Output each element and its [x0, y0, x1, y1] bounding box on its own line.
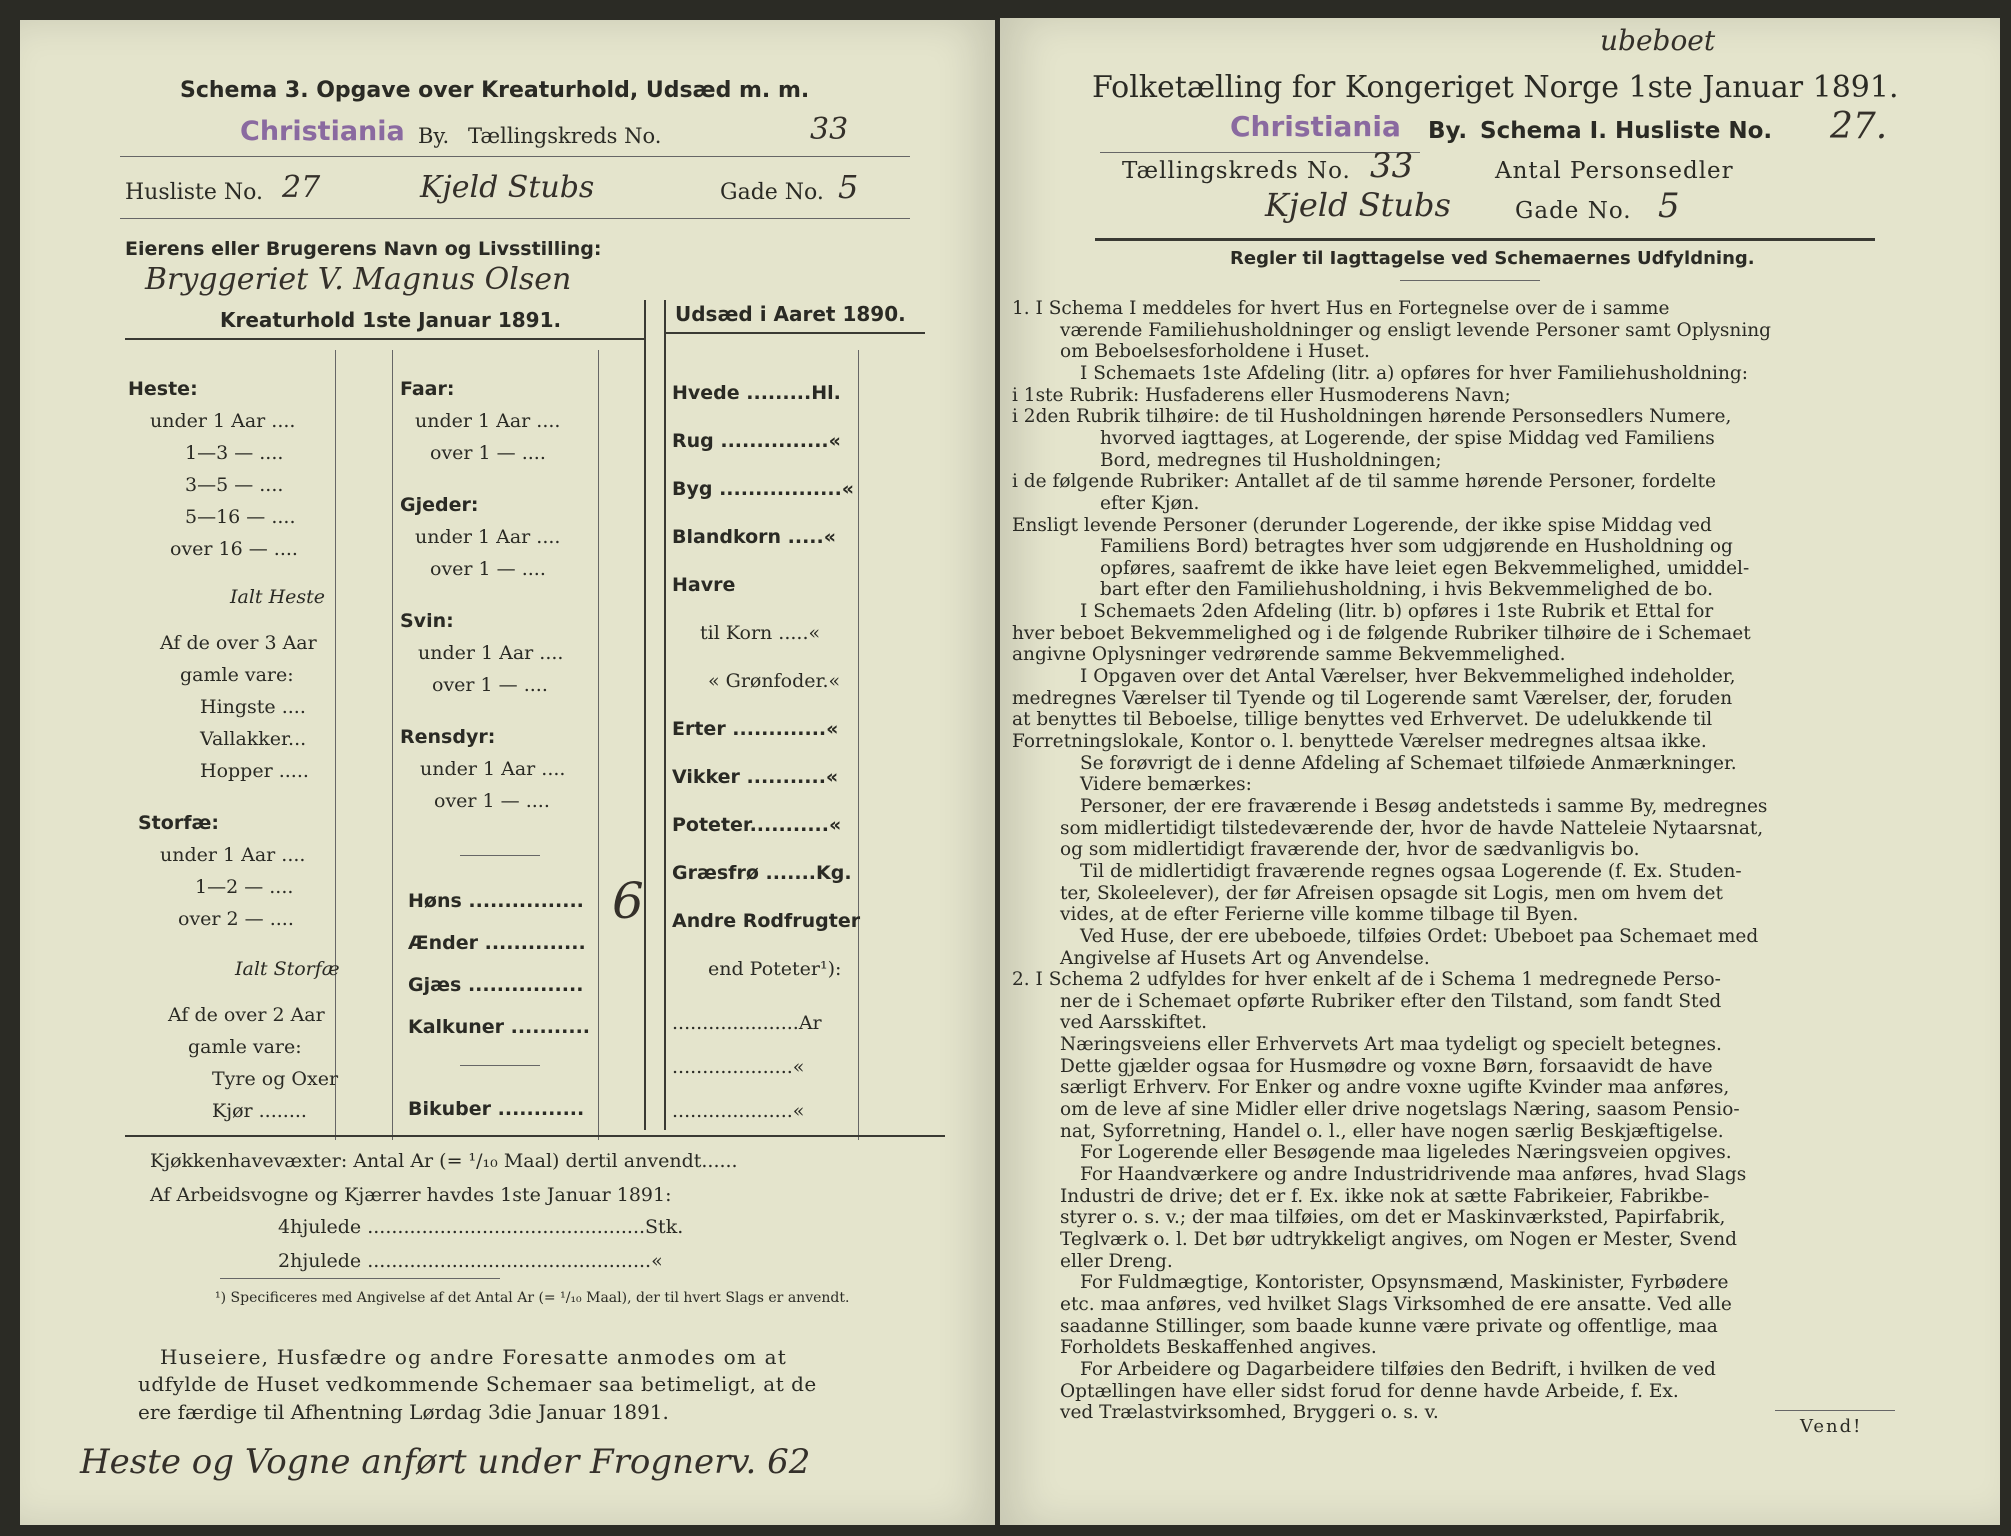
city-stamp: Christiania	[1230, 110, 1401, 143]
short-rule	[1775, 1410, 1895, 1411]
rule-line: etc. maa anføres, ved hvilket Slags Virksomhed de ere ansatte. Ved alle	[1060, 1293, 1732, 1315]
cell-label: over 1 — ....	[430, 442, 546, 464]
kreds-value: 33	[1370, 146, 1414, 186]
cell-poteter: Poteter...........«	[672, 814, 842, 836]
rule-line: ved Trælastvirksomhed, Bryggeri o. s. v.	[1060, 1402, 1439, 1424]
cell-label: Af de over 3 Aar	[160, 632, 317, 654]
notice-line: ere færdige til Afhentning Lørdag 3die Januar 1891.	[138, 1400, 669, 1424]
rule-line: I Opgaven over det Antal Værelser, hver Bekvemmelighed indeholder,	[1080, 666, 1736, 688]
livestock-header: Kreaturhold 1ste Januar 1891.	[220, 308, 562, 332]
notice-line: Huseiere, Husfædre og andre Foresatte anmodes om at	[160, 1345, 787, 1369]
cell-label: Vallakker...	[200, 728, 307, 750]
table-rule	[125, 1135, 945, 1137]
cell-svin: Svin:	[400, 610, 454, 632]
header-rule	[1095, 238, 1875, 241]
handwritten-note: Heste og Vogne anført under Frognerv. 62	[80, 1442, 811, 1482]
cell-vikker: Vikker ...........«	[672, 766, 839, 788]
cell-label: Ialt Heste	[230, 586, 326, 608]
cell-rensdyr: Rensdyr:	[400, 726, 496, 748]
cell-label: under 1 Aar ....	[150, 410, 296, 432]
rule-line: om Beboelsesforholdene i Huset.	[1060, 341, 1370, 363]
cell-label: 5—16 — ....	[185, 506, 296, 528]
cell-graesfro: Græsfrø .......Kg.	[672, 862, 852, 884]
rule-line: Dette gjælder ogsaa for Husmødre og voxne Børn, forsaavidt de have	[1060, 1055, 1713, 1077]
column-divider	[392, 350, 393, 1140]
cell-aender: Ænder ..............	[408, 932, 586, 954]
cell-label: under 1 Aar ....	[420, 758, 566, 780]
cell-label: Hingste ....	[200, 696, 306, 718]
column-divider	[644, 300, 646, 1130]
cell-label: under 1 Aar ....	[415, 526, 561, 548]
cell-kalkuner: Kalkuner ...........	[408, 1016, 591, 1038]
kreds-label: Tællingskreds No.	[468, 124, 662, 148]
short-rule	[460, 855, 540, 856]
cell-gjaes: Gjæs ................	[408, 974, 584, 996]
rule-line: eller Dreng.	[1060, 1250, 1173, 1272]
husliste-value: 27.	[1830, 106, 1888, 147]
cell-label: « Grønfoder.«	[708, 670, 841, 692]
wagons-line: Af Arbeidsvogne og Kjærrer havdes 1ste Januar 1891:	[150, 1184, 672, 1206]
table-rule	[125, 338, 645, 340]
cell-label: Ialt Storfæ	[235, 958, 340, 980]
rule-line: I Schemaets 2den Afdeling (litr. b) opføres i 1ste Rubrik et Ettal for	[1080, 601, 1714, 623]
cell-storfae: Storfæ:	[138, 812, 219, 834]
cell-label: Hopper .....	[200, 760, 309, 782]
cell-label: over 1 — ....	[432, 674, 548, 696]
rule-line: nat, Syforretning, Handel o. l., eller have nogen særlig Beskjæftigelse.	[1060, 1120, 1724, 1142]
street-value: Kjeld Stubs	[420, 170, 595, 205]
short-rule	[220, 1278, 500, 1279]
rule-line: Ved Huse, der ere ubeboede, tilføies Ordet: Ubeboet paa Schemaet med	[1080, 925, 1759, 947]
cell-blandkorn: Blandkorn .....«	[672, 526, 836, 548]
rule-line: Teglværk o. l. Det bør udtrykkeligt angives, om Nogen er Mester, Svend	[1060, 1228, 1737, 1250]
cell-rodfrugter: Andre Rodfrugter	[672, 910, 861, 932]
by-label: By.	[1428, 118, 1468, 144]
rule-line: Ensligt levende Personer (derunder Logerende, der ikke spise Middag ved	[1012, 514, 1712, 536]
rule-line: For Fuldmægtige, Kontorister, Opsynsmænd, Maskinister, Fyrbødere	[1080, 1272, 1729, 1294]
cell-byg: Byg .................«	[672, 478, 855, 500]
cell-hvede: Hvede .........Hl.	[672, 382, 841, 404]
left-page	[20, 20, 995, 1525]
rule-line: efter Kjøn.	[1100, 492, 1200, 514]
rule-line: at benyttes til Beboelse, tillige benyttes ved Erhvervet. De udelukkende til	[1012, 709, 1713, 731]
gade-label: Gade No.	[1515, 198, 1632, 224]
rule-line: Familiens Bord) betragtes hver som udgjørende en Husholdning og	[1100, 536, 1733, 558]
rule-line: saadanne Stillinger, som baade kunne være private og offentlige, maa	[1060, 1315, 1718, 1337]
footnote: ¹) Specificeres med Angivelse af det Antal Ar (= ¹/₁₀ Maal), der til hvert Slags er anvendt.	[215, 1290, 850, 1306]
rule-line: bart efter den Familiehusholdning, i hvis Bekvemmelighed de bo.	[1100, 579, 1713, 601]
rule-line: i 2den Rubrik tilhøire: de til Husholdningen hørende Personsedlers Numere,	[1012, 406, 1732, 428]
rule-line: 1. I Schema I meddeles for hvert Hus en Fortegnelse over de i samme	[1012, 298, 1670, 319]
short-rule	[460, 1065, 540, 1066]
cell-label: over 1 — ....	[434, 790, 550, 812]
schema-label: Schema I. Husliste No.	[1480, 118, 1773, 144]
ubeboet-annotation: ubeboet	[1600, 24, 1716, 57]
cell-label: over 1 — ....	[430, 558, 546, 580]
cell-label: over 16 — ....	[170, 538, 298, 560]
cell-label: ....................«	[672, 1056, 805, 1078]
rule-line: i 1ste Rubrik: Husfaderens eller Husmoderens Navn;	[1012, 384, 1511, 406]
cell-bikuber: Bikuber ............	[408, 1098, 585, 1120]
rule-line: I Schemaets 1ste Afdeling (litr. a) opføres for hver Familiehusholdning:	[1080, 362, 1748, 384]
cell-label: Af de over 2 Aar	[168, 1004, 325, 1026]
rule-line: medregnes Værelser til Tyende og til Logerende samt Værelser, der, foruden	[1012, 687, 1733, 709]
cell-label: under 1 Aar ....	[160, 844, 306, 866]
cell-label: .....................Ar	[672, 1012, 822, 1034]
wagon-4-line: 4hjulede ..............................................Stk.	[278, 1216, 684, 1238]
gade-label: Gade No.	[720, 180, 824, 205]
rule-line: særligt Erhverv. For Enker og andre voxne ugifte Kvinder maa anføres,	[1060, 1077, 1730, 1099]
husliste-label: Husliste No.	[125, 180, 263, 205]
rule-line: Forretningslokale, Kontor o. l. benyttede Værelser medregnes altsaa ikke.	[1012, 731, 1707, 752]
street-value: Kjeld Stubs	[1265, 186, 1451, 224]
rule-line: i de følgende Rubriker: Antallet af de til samme hørende Personer, fordelte	[1012, 471, 1716, 493]
cell-gjeder: Gjeder:	[400, 494, 479, 516]
cell-label: Tyre og Oxer	[212, 1068, 339, 1090]
cell-label: 3—5 — ....	[185, 474, 284, 496]
rule-line: hver beboet Bekvemmelighed og i de følgende Rubriker tilhøire de i Schemaet	[1012, 622, 1751, 644]
cell-erter: Erter .............«	[672, 718, 839, 740]
cell-havre: Havre	[672, 574, 736, 596]
rule-line: Angivelse af Husets Art og Anvendelse.	[1060, 947, 1430, 969]
rule-line: Til de midlertidigt fraværende regnes ogsaa Logerende (f. Ex. Studen-	[1080, 860, 1742, 882]
rule-line: Industri de drive; det er f. Ex. ikke nok at sætte Fabrikeier, Fabrikbe-	[1060, 1185, 1710, 1207]
rule-line: angivne Oplysninger vedrørende samme Bekvemmelighed.	[1012, 644, 1566, 666]
cell-faar: Faar:	[400, 378, 455, 400]
dotted-rule	[120, 156, 910, 157]
owner-label: Eierens eller Brugerens Navn og Livsstilling:	[125, 238, 602, 260]
census-title: Folketælling for Kongeriget Norge 1ste Januar 1891.	[1092, 70, 1899, 105]
rule-line: styrer o. s. v.; der maa tilføies, om det er Maskinværksted, Papirfabrik,	[1060, 1207, 1726, 1229]
rule-line: ner de i Schemaet opførte Rubriker efter den Tilstand, som fandt Sted	[1060, 990, 1722, 1012]
notice-line: udfylde de Huset vedkommende Schemaer saa betimeligt, at de	[138, 1372, 817, 1396]
short-rule	[1400, 280, 1540, 281]
rule-line: For Arbeidere og Dagarbeidere tilføies den Bedrift, i hvilken de ved	[1080, 1358, 1716, 1380]
rule-line: Bord, medregnes til Husholdningen;	[1100, 449, 1442, 471]
kitchen-garden-line: Kjøkkenhavevæxter: Antal Ar (= ¹/₁₀ Maal) dertil anvendt......	[150, 1150, 738, 1172]
rule-line: og som midlertidigt fraværende der, hvor de sædvanligvis bo.	[1060, 839, 1640, 861]
antal-label: Antal Personsedler	[1495, 158, 1734, 184]
cell-label: gamle vare:	[180, 664, 294, 686]
rule-line: opføres, saafremt de ikke have leiet egen Bekvemmelighed, umiddel-	[1100, 557, 1750, 579]
rule-line: Videre bemærkes:	[1080, 774, 1252, 796]
rule-line: om de leve af sine Midler eller drive nogetslags Næring, saasom Pensio-	[1060, 1099, 1740, 1121]
schema-3-title: Schema 3. Opgave over Kreaturhold, Udsæd m. m.	[180, 78, 810, 103]
city-stamp: Christiania	[240, 116, 405, 147]
rule-line: Se forøvrigt de i denne Afdeling af Schemaet tilføiede Anmærkninger.	[1080, 752, 1737, 774]
cell-label: ....................«	[672, 1100, 805, 1122]
husliste-value: 27	[282, 170, 321, 205]
cell-label: 1—3 — ....	[185, 442, 284, 464]
rule-line: 2. I Schema 2 udfyldes for hver enkelt af de i Schema 1 medregnede Perso-	[1012, 969, 1721, 991]
cell-label: under 1 Aar ....	[415, 410, 561, 432]
vend-label: Vend!	[1800, 1416, 1863, 1437]
rule-line: som midlertidigt tilstedeværende der, hvor de havde Natteleie Nytaarsnat,	[1060, 817, 1764, 839]
table-rule	[665, 332, 925, 334]
right-page	[1000, 18, 2000, 1525]
cell-label: end Poteter¹):	[708, 958, 842, 980]
owner-value: Bryggeriet V. Magnus Olsen	[145, 262, 572, 297]
by-label: By.	[418, 124, 450, 148]
rule-line: Optællingen have eller sidst forud for denne havde Arbeide, f. Ex.	[1060, 1380, 1679, 1402]
kreds-value: 33	[810, 112, 849, 147]
cell-heste: Heste:	[128, 378, 198, 400]
rule-line: For Haandværkere og andre Industridrivende maa anføres, hvad Slags	[1080, 1164, 1747, 1185]
seed-header: Udsæd i Aaret 1890.	[675, 302, 906, 326]
rule-line: Næringsveiens eller Erhvervets Art maa tydeligt og specielt betegnes.	[1060, 1034, 1722, 1056]
cell-label: under 1 Aar ....	[418, 642, 564, 664]
column-divider	[598, 350, 599, 1140]
wagon-2-line: 2hjulede ...............................................«	[278, 1250, 663, 1272]
kreds-label: Tællingskreds No.	[1122, 158, 1351, 184]
rule-line: Forholdets Beskaffenhed angives.	[1060, 1337, 1377, 1359]
cell-hons: Høns ................	[408, 890, 584, 912]
cell-rug: Rug ...............«	[672, 430, 841, 452]
cell-label: gamle vare:	[188, 1036, 302, 1058]
rule-line: ved Aarsskiftet.	[1060, 1012, 1208, 1034]
gade-value: 5	[838, 168, 859, 206]
column-divider	[335, 350, 336, 1140]
dotted-rule	[120, 218, 910, 219]
rule-line: værende Familiehusholdninger og ensligt levende Personer samt Oplysning	[1060, 319, 1771, 341]
rules-title: Regler til Iagttagelse ved Schemaernes Udfyldning.	[1230, 248, 1755, 269]
cell-label: 1—2 — ....	[195, 876, 294, 898]
column-divider	[858, 350, 859, 1140]
cell-label: Kjør ........	[212, 1100, 307, 1122]
cell-label: over 2 — ....	[178, 908, 294, 930]
rule-line: ter, Skoleelever), der før Afreisen opsagde sit Logis, men om hvem det	[1060, 882, 1723, 904]
rule-line: For Logerende eller Besøgende maa ligeledes Næringsveien opgives.	[1080, 1142, 1732, 1164]
rule-line: Personer, der ere fraværende i Besøg andetsteds i samme By, medregnes	[1080, 795, 1768, 817]
gade-value: 5	[1658, 186, 1680, 226]
column-divider	[664, 300, 666, 1130]
hens-count: 6	[612, 872, 644, 930]
cell-label: til Korn .....«	[700, 622, 821, 644]
rule-line: hvorved iagttages, at Logerende, der spise Middag ved Familiens	[1100, 427, 1715, 449]
rule-line: vides, at de efter Ferierne ville komme tilbage til Byen.	[1060, 904, 1579, 926]
